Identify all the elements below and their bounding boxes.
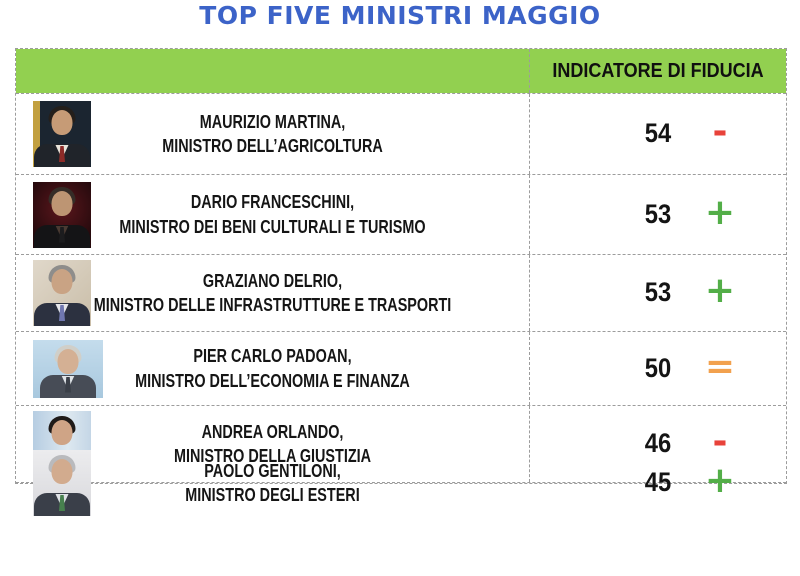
minister-row [16,254,786,331]
minister-name: ANDREA ORLANDO, [201,421,344,442]
minister-cell [16,332,530,405]
minister-role: MINISTRO DEI BENI CULTURALI E TURISMO [119,216,426,237]
confidence-score: 45 [644,466,672,497]
minister-name: DARIO FRANCESCHINI, [190,192,355,213]
confidence-score: 53 [644,276,672,307]
minister-role: MINISTRO DELL’AGRICOLTURA [162,136,383,156]
avatar-face-shape [58,349,79,374]
header-indicator-cell [530,49,786,93]
minister-row [16,460,786,505]
minister-name: PIER CARLO PADOAN, [193,346,352,367]
minister-name: PAOLO GENTILONI, [204,460,341,481]
minister-name: GRAZIANO DELRIO, [202,270,343,291]
confidence-score: 54 [644,117,672,148]
avatar-face-shape [52,110,73,135]
confidence-score: 46 [644,427,672,458]
up-trend-icon: + [704,270,736,312]
minister-name-block [67,94,477,174]
minister-photo [33,450,91,516]
avatar-face-shape [52,269,73,294]
minister-role: MINISTRO DEGLI ESTERI [185,485,360,505]
confidence-score: 53 [644,198,672,229]
confidence-score: 50 [644,352,672,383]
minister-role: MINISTRO DELL’ECONOMIA E FINANZA [135,370,410,391]
minister-name-block [67,255,477,331]
page-title: TOP FIVE MINISTRI MAGGIO [199,1,601,30]
ministers-table [15,48,787,505]
minister-name: MAURIZIO MARTINA, [199,111,346,132]
up-trend-icon: + [704,460,736,502]
minister-photo [33,260,91,326]
table-header-row [16,49,786,93]
avatar-face-shape [52,459,73,484]
minister-photo [33,182,91,248]
minister-photo [33,101,91,167]
down-trend-icon: - [712,421,728,463]
minister-name-block [67,175,477,254]
minister-row [16,174,786,254]
avatar-face-shape [52,191,73,216]
indicator-cell [530,94,786,174]
minister-cell [16,175,530,254]
indicator-cell [530,175,786,254]
minister-cell [16,255,530,331]
avatar-face-shape [52,420,73,445]
up-trend-icon: + [704,191,736,233]
minister-row [16,93,786,174]
flat-trend-icon: = [704,345,736,387]
header-empty-cell [16,49,530,93]
minister-row [16,331,786,405]
minister-photo [33,340,103,398]
indicator-cell [530,255,786,331]
down-trend-icon: - [712,111,728,153]
minister-role: MINISTRO DELLA GIUSTIZIA [173,446,372,466]
header-indicator-label: INDICATORE DI FIDUCIA [552,59,764,82]
minister-role: MINISTRO DELLE INFRASTRUTTURE E TRASPORTI [93,295,452,315]
minister-name-block [67,332,477,405]
indicator-cell [530,332,786,405]
minister-cell [16,94,530,174]
